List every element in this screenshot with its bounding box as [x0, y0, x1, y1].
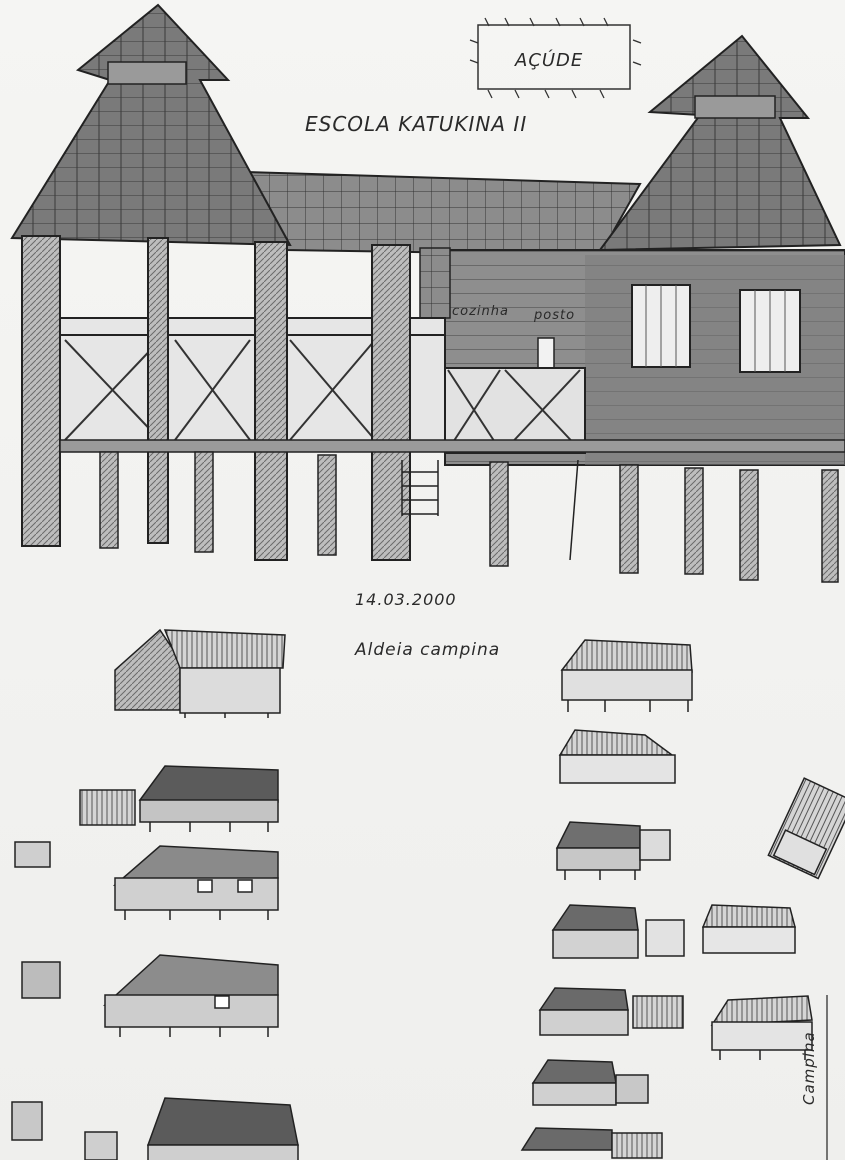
house-right-6 — [533, 1060, 648, 1105]
house-right-tilted — [768, 778, 845, 878]
house-right-7 — [522, 1128, 662, 1158]
margin-note: Campina — [800, 1031, 818, 1105]
house-left-3 — [15, 842, 50, 867]
kitchen-label: cozinha — [452, 304, 509, 319]
house-right-2 — [560, 730, 675, 783]
school-title: ESCOLA KATUKINA II — [305, 112, 528, 136]
house-left-6 — [105, 955, 278, 1037]
house-left-2 — [80, 766, 278, 832]
house-left-7 — [12, 1102, 42, 1140]
house-left-5 — [22, 962, 60, 998]
pond-label: AÇÚDE — [515, 50, 584, 71]
house-left-1 — [115, 630, 285, 718]
house-right-1 — [562, 640, 692, 712]
health-post-label: posto — [534, 308, 576, 323]
village-name: Aldeia campina — [355, 640, 501, 660]
house-right-5 — [540, 988, 812, 1060]
house-left-4 — [115, 846, 278, 920]
house-right-4 — [553, 905, 795, 958]
house-left-8 — [85, 1098, 298, 1160]
village-houses — [12, 630, 845, 1160]
house-right-3 — [557, 822, 670, 880]
date-text: 14.03.2000 — [355, 590, 457, 609]
school-building — [12, 5, 845, 582]
